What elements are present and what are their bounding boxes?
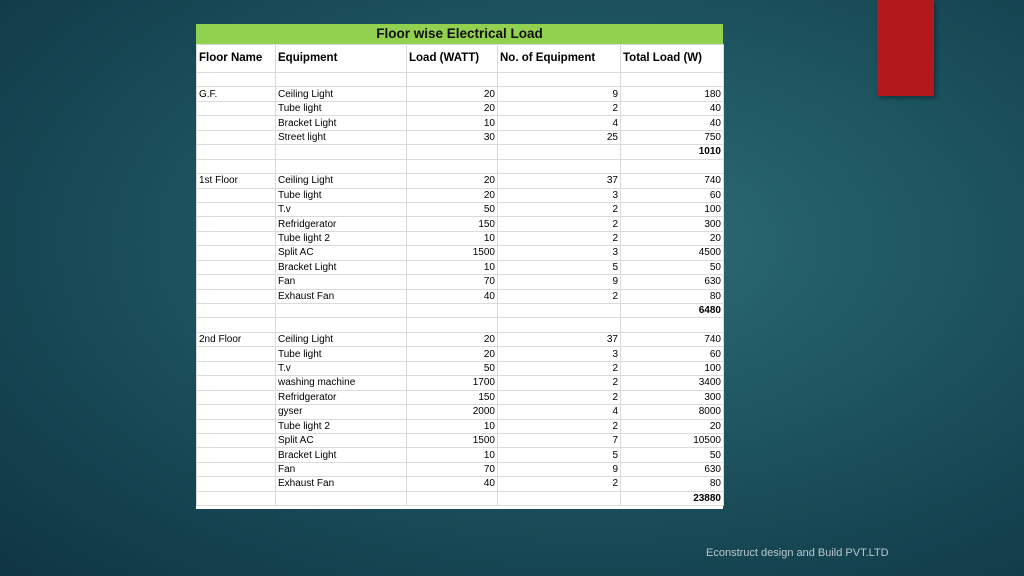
equipment-cell: Ceiling Light (276, 87, 407, 101)
equipment-count-cell: 2 (498, 231, 621, 245)
floor-name-cell: 1st Floor (197, 174, 276, 188)
header-no-of-equipment: No. of Equipment (498, 45, 621, 73)
equipment-cell: Split AC (276, 246, 407, 260)
equipment-count-cell (498, 145, 621, 159)
load-watt-cell: 1500 (407, 246, 498, 260)
table-row (197, 289, 724, 303)
load-watt-cell: 20 (407, 188, 498, 202)
equipment-count-cell: 7 (498, 433, 621, 447)
floor-name-cell (197, 217, 276, 231)
floor-name-cell (197, 462, 276, 476)
load-table-sheet (196, 24, 723, 509)
total-load-cell: 300 (621, 217, 724, 231)
equipment-cell: Tube light (276, 101, 407, 115)
header-floor-name: Floor Name (197, 45, 276, 73)
blank-row (197, 159, 724, 173)
equipment-count-cell: 2 (498, 289, 621, 303)
equipment-count-cell: 2 (498, 390, 621, 404)
equipment-cell: Bracket Light (276, 116, 407, 130)
load-watt-cell: 70 (407, 275, 498, 289)
total-load-cell: 60 (621, 188, 724, 202)
load-watt-cell: 70 (407, 462, 498, 476)
equipment-count-cell: 2 (498, 419, 621, 433)
total-load-cell: 10500 (621, 433, 724, 447)
equipment-count-cell: 2 (498, 376, 621, 390)
floor-name-cell (197, 491, 276, 505)
table-row (197, 202, 724, 216)
equipment-cell (276, 145, 407, 159)
load-watt-cell: 20 (407, 87, 498, 101)
equipment-count-cell: 9 (498, 87, 621, 101)
subtotal-row (197, 145, 724, 159)
load-watt-cell: 40 (407, 477, 498, 491)
table-row (197, 347, 724, 361)
floor-name-cell (197, 361, 276, 375)
floor-name-cell (197, 390, 276, 404)
load-watt-cell: 1700 (407, 376, 498, 390)
floor-name-cell (197, 419, 276, 433)
floor-name-cell (197, 188, 276, 202)
equipment-cell: T.v (276, 361, 407, 375)
total-load-cell: 100 (621, 361, 724, 375)
load-watt-cell: 10 (407, 419, 498, 433)
table-row (197, 174, 724, 188)
total-load-cell: 740 (621, 174, 724, 188)
equipment-cell: Refridgerator (276, 390, 407, 404)
accent-bar (877, 0, 934, 96)
table-row (197, 188, 724, 202)
equipment-cell: gyser (276, 405, 407, 419)
load-watt-cell (407, 145, 498, 159)
equipment-cell: Fan (276, 275, 407, 289)
total-load-cell: 60 (621, 347, 724, 361)
equipment-count-cell: 37 (498, 332, 621, 346)
total-load-cell: 40 (621, 116, 724, 130)
equipment-cell: Ceiling Light (276, 332, 407, 346)
floor-total-cell: 23880 (621, 491, 724, 505)
electrical-load-table (196, 44, 724, 506)
table-row (197, 101, 724, 115)
floor-name-cell (197, 275, 276, 289)
total-load-cell: 40 (621, 101, 724, 115)
load-watt-cell: 2000 (407, 405, 498, 419)
load-watt-cell (407, 73, 498, 87)
equipment-cell: T.v (276, 202, 407, 216)
total-load-cell: 50 (621, 448, 724, 462)
table-row (197, 116, 724, 130)
equipment-count-cell: 5 (498, 260, 621, 274)
subtotal-row (197, 304, 724, 318)
load-watt-cell: 20 (407, 332, 498, 346)
table-row (197, 405, 724, 419)
total-load-cell: 630 (621, 462, 724, 476)
header-row (197, 45, 724, 73)
equipment-count-cell: 4 (498, 116, 621, 130)
total-load-cell: 100 (621, 202, 724, 216)
floor-name-cell (197, 73, 276, 87)
load-watt-cell: 30 (407, 130, 498, 144)
total-load-cell: 80 (621, 289, 724, 303)
equipment-cell: Tube light 2 (276, 419, 407, 433)
floor-name-cell (197, 260, 276, 274)
total-load-cell: 300 (621, 390, 724, 404)
total-load-cell: 750 (621, 130, 724, 144)
header-total-load: Total Load (W) (621, 45, 724, 73)
table-row (197, 462, 724, 476)
equipment-cell: Refridgerator (276, 217, 407, 231)
equipment-cell: Split AC (276, 433, 407, 447)
equipment-count-cell: 2 (498, 217, 621, 231)
table-row (197, 376, 724, 390)
load-watt-cell: 20 (407, 101, 498, 115)
floor-name-cell (197, 304, 276, 318)
floor-name-cell (197, 477, 276, 491)
table-row (197, 275, 724, 289)
table-row (197, 260, 724, 274)
equipment-cell (276, 318, 407, 332)
table-row (197, 477, 724, 491)
equipment-count-cell: 4 (498, 405, 621, 419)
equipment-count-cell (498, 73, 621, 87)
equipment-cell: Ceiling Light (276, 174, 407, 188)
floor-name-cell (197, 101, 276, 115)
equipment-count-cell: 25 (498, 130, 621, 144)
equipment-cell (276, 159, 407, 173)
load-watt-cell: 10 (407, 116, 498, 130)
table-row (197, 448, 724, 462)
floor-name-cell (197, 159, 276, 173)
load-watt-cell: 20 (407, 174, 498, 188)
floor-name-cell (197, 145, 276, 159)
equipment-count-cell: 3 (498, 347, 621, 361)
table-row (197, 246, 724, 260)
total-load-cell: 740 (621, 332, 724, 346)
load-watt-cell: 150 (407, 390, 498, 404)
equipment-cell: Tube light 2 (276, 231, 407, 245)
equipment-cell (276, 304, 407, 318)
total-load-cell: 180 (621, 87, 724, 101)
load-watt-cell: 10 (407, 231, 498, 245)
table-row (197, 361, 724, 375)
total-load-cell (621, 73, 724, 87)
equipment-count-cell: 2 (498, 361, 621, 375)
floor-name-cell (197, 130, 276, 144)
equipment-count-cell: 2 (498, 101, 621, 115)
table-body (197, 45, 724, 506)
header-load-watt: Load (WATT) (407, 45, 498, 73)
table-row (197, 419, 724, 433)
table-row (197, 130, 724, 144)
table-title: Floor wise Electrical Load (196, 24, 723, 44)
equipment-count-cell: 9 (498, 275, 621, 289)
floor-name-cell (197, 202, 276, 216)
total-load-cell: 80 (621, 477, 724, 491)
equipment-cell: Street light (276, 130, 407, 144)
equipment-count-cell: 3 (498, 246, 621, 260)
equipment-cell (276, 73, 407, 87)
blank-row (197, 73, 724, 87)
total-load-cell: 8000 (621, 405, 724, 419)
load-watt-cell: 10 (407, 448, 498, 462)
total-load-cell: 630 (621, 275, 724, 289)
equipment-count-cell: 5 (498, 448, 621, 462)
equipment-cell: Fan (276, 462, 407, 476)
floor-name-cell: G.F. (197, 87, 276, 101)
equipment-count-cell (498, 159, 621, 173)
load-watt-cell (407, 318, 498, 332)
total-load-cell: 20 (621, 419, 724, 433)
load-watt-cell: 10 (407, 260, 498, 274)
equipment-cell: Bracket Light (276, 260, 407, 274)
load-watt-cell: 40 (407, 289, 498, 303)
load-watt-cell (407, 304, 498, 318)
floor-name-cell (197, 116, 276, 130)
total-load-cell: 3400 (621, 376, 724, 390)
floor-total-cell: 6480 (621, 304, 724, 318)
load-watt-cell: 150 (407, 217, 498, 231)
equipment-cell: Tube light (276, 188, 407, 202)
header-equipment: Equipment (276, 45, 407, 73)
equipment-cell: Exhaust Fan (276, 477, 407, 491)
floor-name-cell (197, 376, 276, 390)
table-row (197, 390, 724, 404)
floor-name-cell (197, 405, 276, 419)
total-load-cell: 50 (621, 260, 724, 274)
total-load-cell (621, 159, 724, 173)
equipment-count-cell (498, 318, 621, 332)
table-row (197, 433, 724, 447)
subtotal-row (197, 491, 724, 505)
equipment-count-cell: 37 (498, 174, 621, 188)
equipment-cell (276, 491, 407, 505)
blank-row (197, 318, 724, 332)
total-load-cell (621, 318, 724, 332)
load-watt-cell: 1500 (407, 433, 498, 447)
floor-name-cell: 2nd Floor (197, 332, 276, 346)
table-row (197, 217, 724, 231)
load-watt-cell (407, 491, 498, 505)
table-row (197, 87, 724, 101)
equipment-count-cell (498, 304, 621, 318)
equipment-count-cell: 2 (498, 202, 621, 216)
table-row (197, 332, 724, 346)
equipment-count-cell: 3 (498, 188, 621, 202)
floor-name-cell (197, 433, 276, 447)
floor-name-cell (197, 231, 276, 245)
total-load-cell: 20 (621, 231, 724, 245)
load-watt-cell: 50 (407, 202, 498, 216)
load-watt-cell: 50 (407, 361, 498, 375)
load-watt-cell: 20 (407, 347, 498, 361)
equipment-count-cell (498, 491, 621, 505)
table-row (197, 231, 724, 245)
equipment-count-cell: 9 (498, 462, 621, 476)
equipment-count-cell: 2 (498, 477, 621, 491)
equipment-cell: Exhaust Fan (276, 289, 407, 303)
footer-company-name: Econstruct design and Build PVT.LTD (706, 547, 889, 559)
floor-name-cell (197, 347, 276, 361)
floor-name-cell (197, 246, 276, 260)
floor-name-cell (197, 448, 276, 462)
floor-total-cell: 1010 (621, 145, 724, 159)
floor-name-cell (197, 318, 276, 332)
equipment-cell: Bracket Light (276, 448, 407, 462)
equipment-cell: washing machine (276, 376, 407, 390)
floor-name-cell (197, 289, 276, 303)
load-watt-cell (407, 159, 498, 173)
total-load-cell: 4500 (621, 246, 724, 260)
equipment-cell: Tube light (276, 347, 407, 361)
